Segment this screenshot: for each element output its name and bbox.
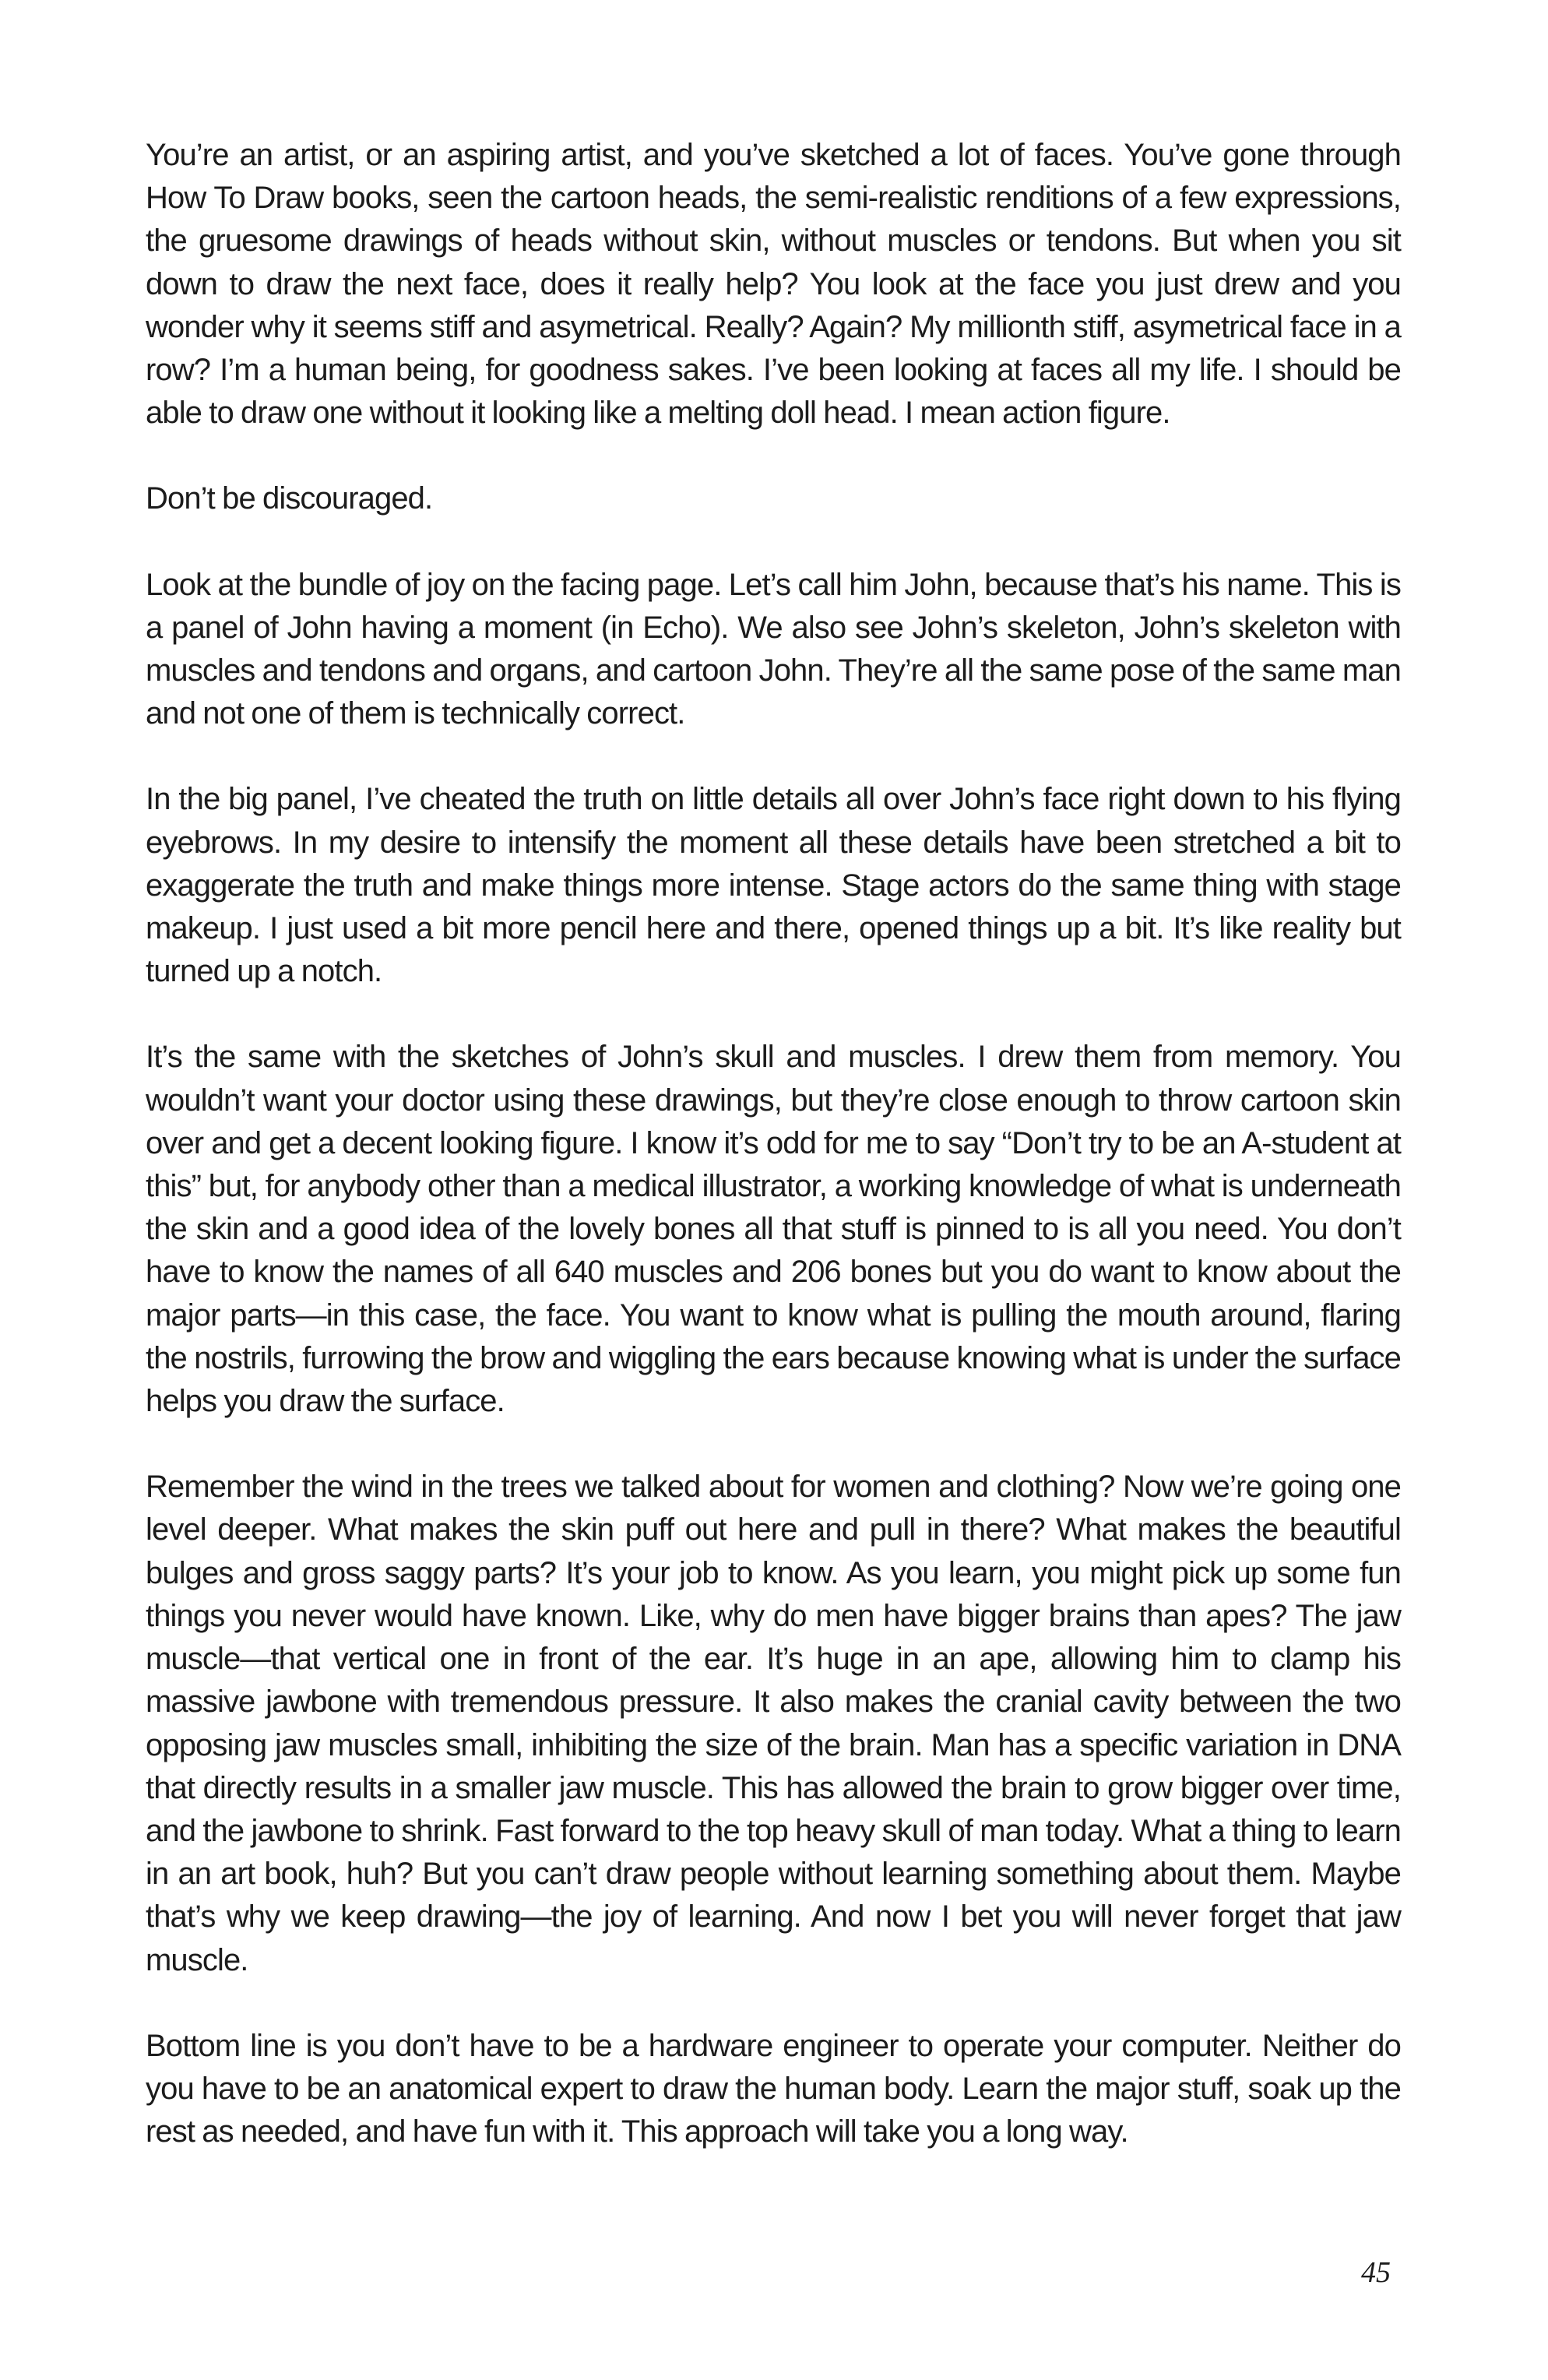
paragraph-big-panel: In the big panel, I’ve cheated the truth on little details all over John’s face right down to his flying eyebrows. In my desire to intensify the moment all these details have been stretched a bit to exaggerate the truth and make things more intense. Stage actors do the same thing with stage makeup. I just used a bit more pencil here and there, opened things up a bit. It’s like reality but turned up a notch. xyxy=(146,782,1401,989)
paragraph-bundle-of-joy: Look at the bundle of joy on the facing page. Let’s call him John, because that’s his name. This is a panel of John having a moment (in Echo). We also see John’s skeleton, John’s skeleton with muscles and tendons and organs, and cartoon John. They’re all the same pose of the same man and not one of them is technically correct. xyxy=(146,567,1401,731)
paragraph-skull-and-muscles: It’s the same with the sketches of John’s skull and muscles. I drew them from memory. You wouldn’t want your doctor using these drawings, but they’re close enough to throw cartoon skin over and get a decent looking figure. I know it’s odd for me to say “Don’t try to be an A-student at this” but, for anybody other than a medical illustrator, a working knowledge of what is underneath the skin and a good idea of the lovely bones all that stuff is pinned to is all you need. You don’t have to know the names of all 640 muscles and 206 bones but you do want to know about the major parts—in this case, the face. You want to know what is pulling the mouth around, flaring the nostrils, furrowing the brow and wiggling the ears because knowing what is under the surface helps you draw the surface. xyxy=(146,1040,1401,1419)
page-number: 45 xyxy=(1361,2256,1391,2289)
paragraph-bottom-line: Bottom line is you don’t have to be a hardware engineer to operate your computer. Neither do you have to be an anatomical expert to draw the human body. Learn the major stuff, soak up the rest as needed, and have fun with it. This approach will take you a long way. xyxy=(146,2028,1401,2149)
paragraph-intro: You’re an artist, or an aspiring artist, and you’ve sketched a lot of faces. You’ve gone through How To Draw books, seen the cartoon heads, the semi-realistic renditions of a few expressions, the gruesome drawings of heads without skin, without muscles or tendons. But when you sit down to draw the next face, does it really help? You look at the face you just drew and you wonder why it seems stiff and asymetrical. Really? Again? My millionth stiff, asymetrical face in a row? I’m a human being, for goodness sakes. I’ve been looking at faces all my life. I should be able to draw one without it looking like a melting doll head. I mean action figure. xyxy=(146,138,1401,431)
body-text xyxy=(146,134,1401,2153)
paragraph-dont-be-discouraged: Don’t be discouraged. xyxy=(146,481,433,516)
paragraph-wind-in-the-trees: Remember the wind in the trees we talked about for women and clothing? Now we’re going one level deeper. What makes the skin puff out here and pull in there? What makes the beautiful bulges and gross saggy parts? It’s your job to know. As you learn, you might pick up some fun things you never would have known. Like, why do men have bigger brains than apes? The jaw muscle—that vertical one in front of the ear. It’s huge in an ape, allowing him to clamp his massive jawbone with tremendous pressure. It also makes the cranial cavity between the two opposing jaw muscles small, inhibiting the size of the brain. Man has a specific variation in DNA that directly results in a smaller jaw muscle. This has allowed the brain to grow bigger over time, and the jawbone to shrink. Fast forward to the top heavy skull of man today. What a thing to learn in an art book, huh? But you can’t draw people without learning something about them. Maybe that’s why we keep drawing—the joy of learning. And now I bet you will never forget that jaw muscle. xyxy=(146,1470,1401,1977)
